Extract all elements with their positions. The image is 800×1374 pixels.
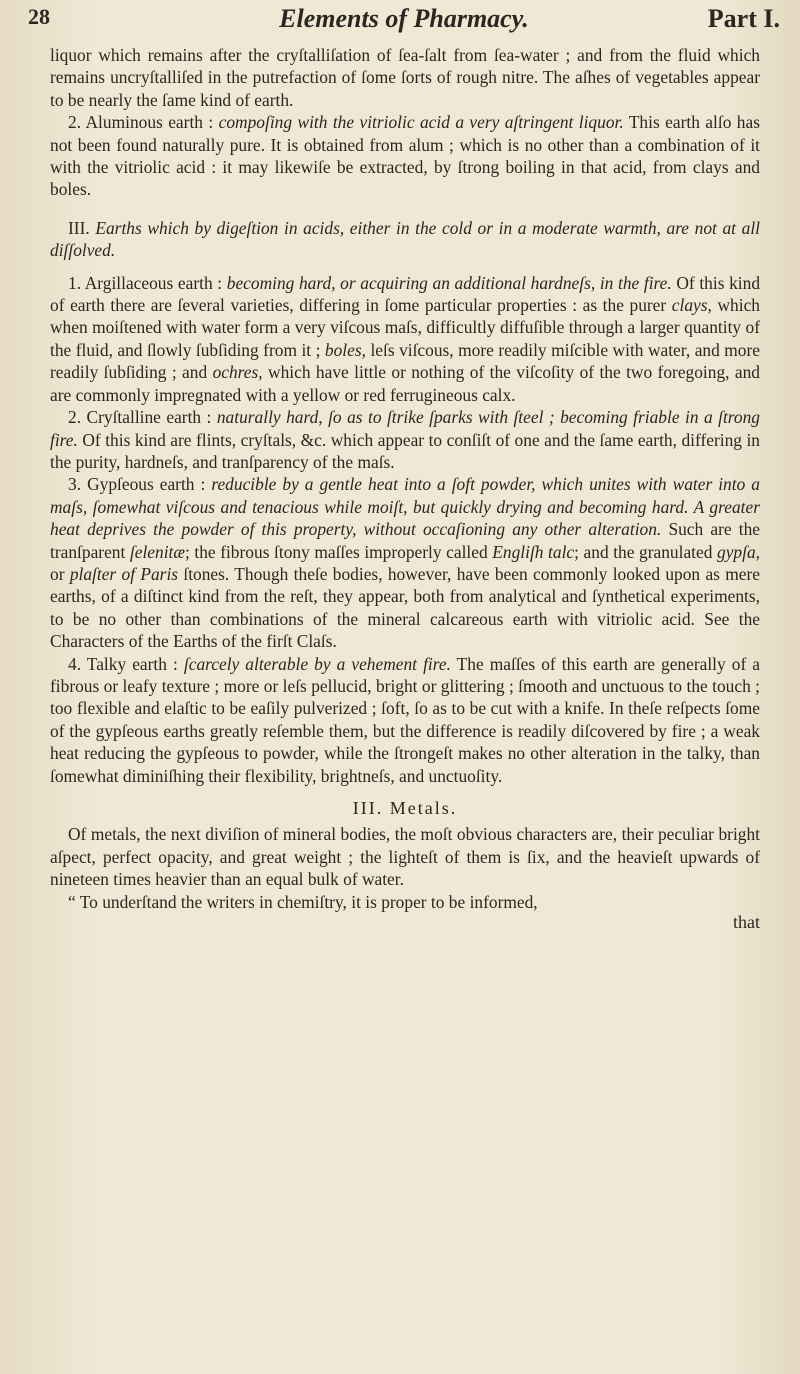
catchword: that <box>733 912 760 933</box>
page-body <box>50 44 760 933</box>
section-heading-earths-not-dissolved: III. Earths which by digeſtion in acids, either in the cold or in a moderate warmth, are not at all diſſolved. <box>50 217 760 261</box>
paragraph-argillaceous-earth: 1. Argillaceous earth : becoming hard, or acquiring an additional hardneſs, in the fire. Of this kind of earth there are ſeveral varieties, differing in ſome particular properties : as the purer clays, which when moiſtened with water form a very viſcous maſs, difficultly diffuſible through a larger quantity of the fluid, and ſlowly ſubſiding from it ; boles, leſs viſcous, more readily miſcible with water, and more readily ſubſiding ; and ochres, which have little or nothing of the viſcoſity of the two foregoing, and are commonly impregnated with a yellow or red ferrugineous calx. <box>50 272 761 405</box>
section-heading-metals: III. Metals. <box>352 798 458 818</box>
paragraph-chemistry-writers: “ To underſtand the writers in chemiſtry, it is proper to be informed, <box>68 891 538 912</box>
paragraph-liquor: liquor which remains after the cryſtalliſation of ſea-ſalt from ſea-water ; and from the fluid which remains uncryſtalliſed in the putrefaction of ſome ſorts of rough nitre. The aſhes of vegetables appear to be nearly the ſame kind of earth. <box>50 45 760 110</box>
page-header <box>28 4 780 44</box>
page-number: 28 <box>28 4 50 29</box>
paragraph-aluminous-earth: 2. Aluminous earth : compoſing with the vitriolic acid a very aſtringent liquor. This earth alſo has not been found naturally pure. It is obtained from alum ; which is no other than a combination of it with the vitriolic acid : it may likewiſe be extracted, by ſtrong boiling in that acid, from clays and boles. <box>50 112 760 200</box>
paragraph-gypseous-earth: 3. Gypſeous earth : reducible by a gentle heat into a ſoft powder, which unites with water into a maſs, ſomewhat viſcous and tenacious while moiſt, but quickly drying and becoming hard. A greater heat deprives the powder of this property, without occaſioning any other alteration. Such are the tranſparent ſelenitæ; the fibrous ſtony maſſes improperly called Engliſh talc; and the granulated gypſa, or plaſter of Paris ſtones. Though theſe bodies, however, have been commonly looked upon as mere earths, of a diſtinct kind from the reſt, they appear, both from analytical and ſynthetical experiments, to be no other than combinations of the mineral calcareous earth with vitriolic acid. See the Characters of the Earths of the firſt Claſs. <box>50 474 760 652</box>
paragraph-talky-earth: 4. Talky earth : ſcarcely alterable by a vehement fire. The maſſes of this earth are generally of a fibrous or leafy texture ; more or leſs pellucid, bright or glittering ; ſmooth and unctuous to the touch ; too flexible and elaſtic to be eaſily pulverized ; ſoft, ſo as to be cut with a knife. In theſe reſpects ſome of the gypſeous earths greatly reſemble them, but the difference is readily diſcovered by fire ; a weak heat reducing the gypſeous to powder, while the ſtrongeſt makes no other alteration in the talky, than ſomewhat diminiſhing their flexibility, brightneſs, and unctuoſity. <box>50 653 761 786</box>
paragraph-crystalline-earth: 2. Cryſtalline earth : naturally hard, ſo as to ſtrike ſparks with ſteel ; becoming friable in a ſtrong fire. Of this kind are flints, cryſtals, &c. which appear to conſiſt of one and the ſame earth, differing in the purity, hardneſs, and tranſparency of the maſs. <box>50 407 760 472</box>
running-title: Elements of Pharmacy. <box>279 4 529 33</box>
paragraph-metals: Of metals, the next diviſion of mineral bodies, the moſt obvious characters are, their peculiar bright aſpect, perfect opacity, and great weight ; the lighteſt of them is ſix, and the heavieſt upwards of nineteen times heavier than an equal bulk of water. <box>50 824 760 890</box>
part-label: Part I. <box>707 4 780 33</box>
